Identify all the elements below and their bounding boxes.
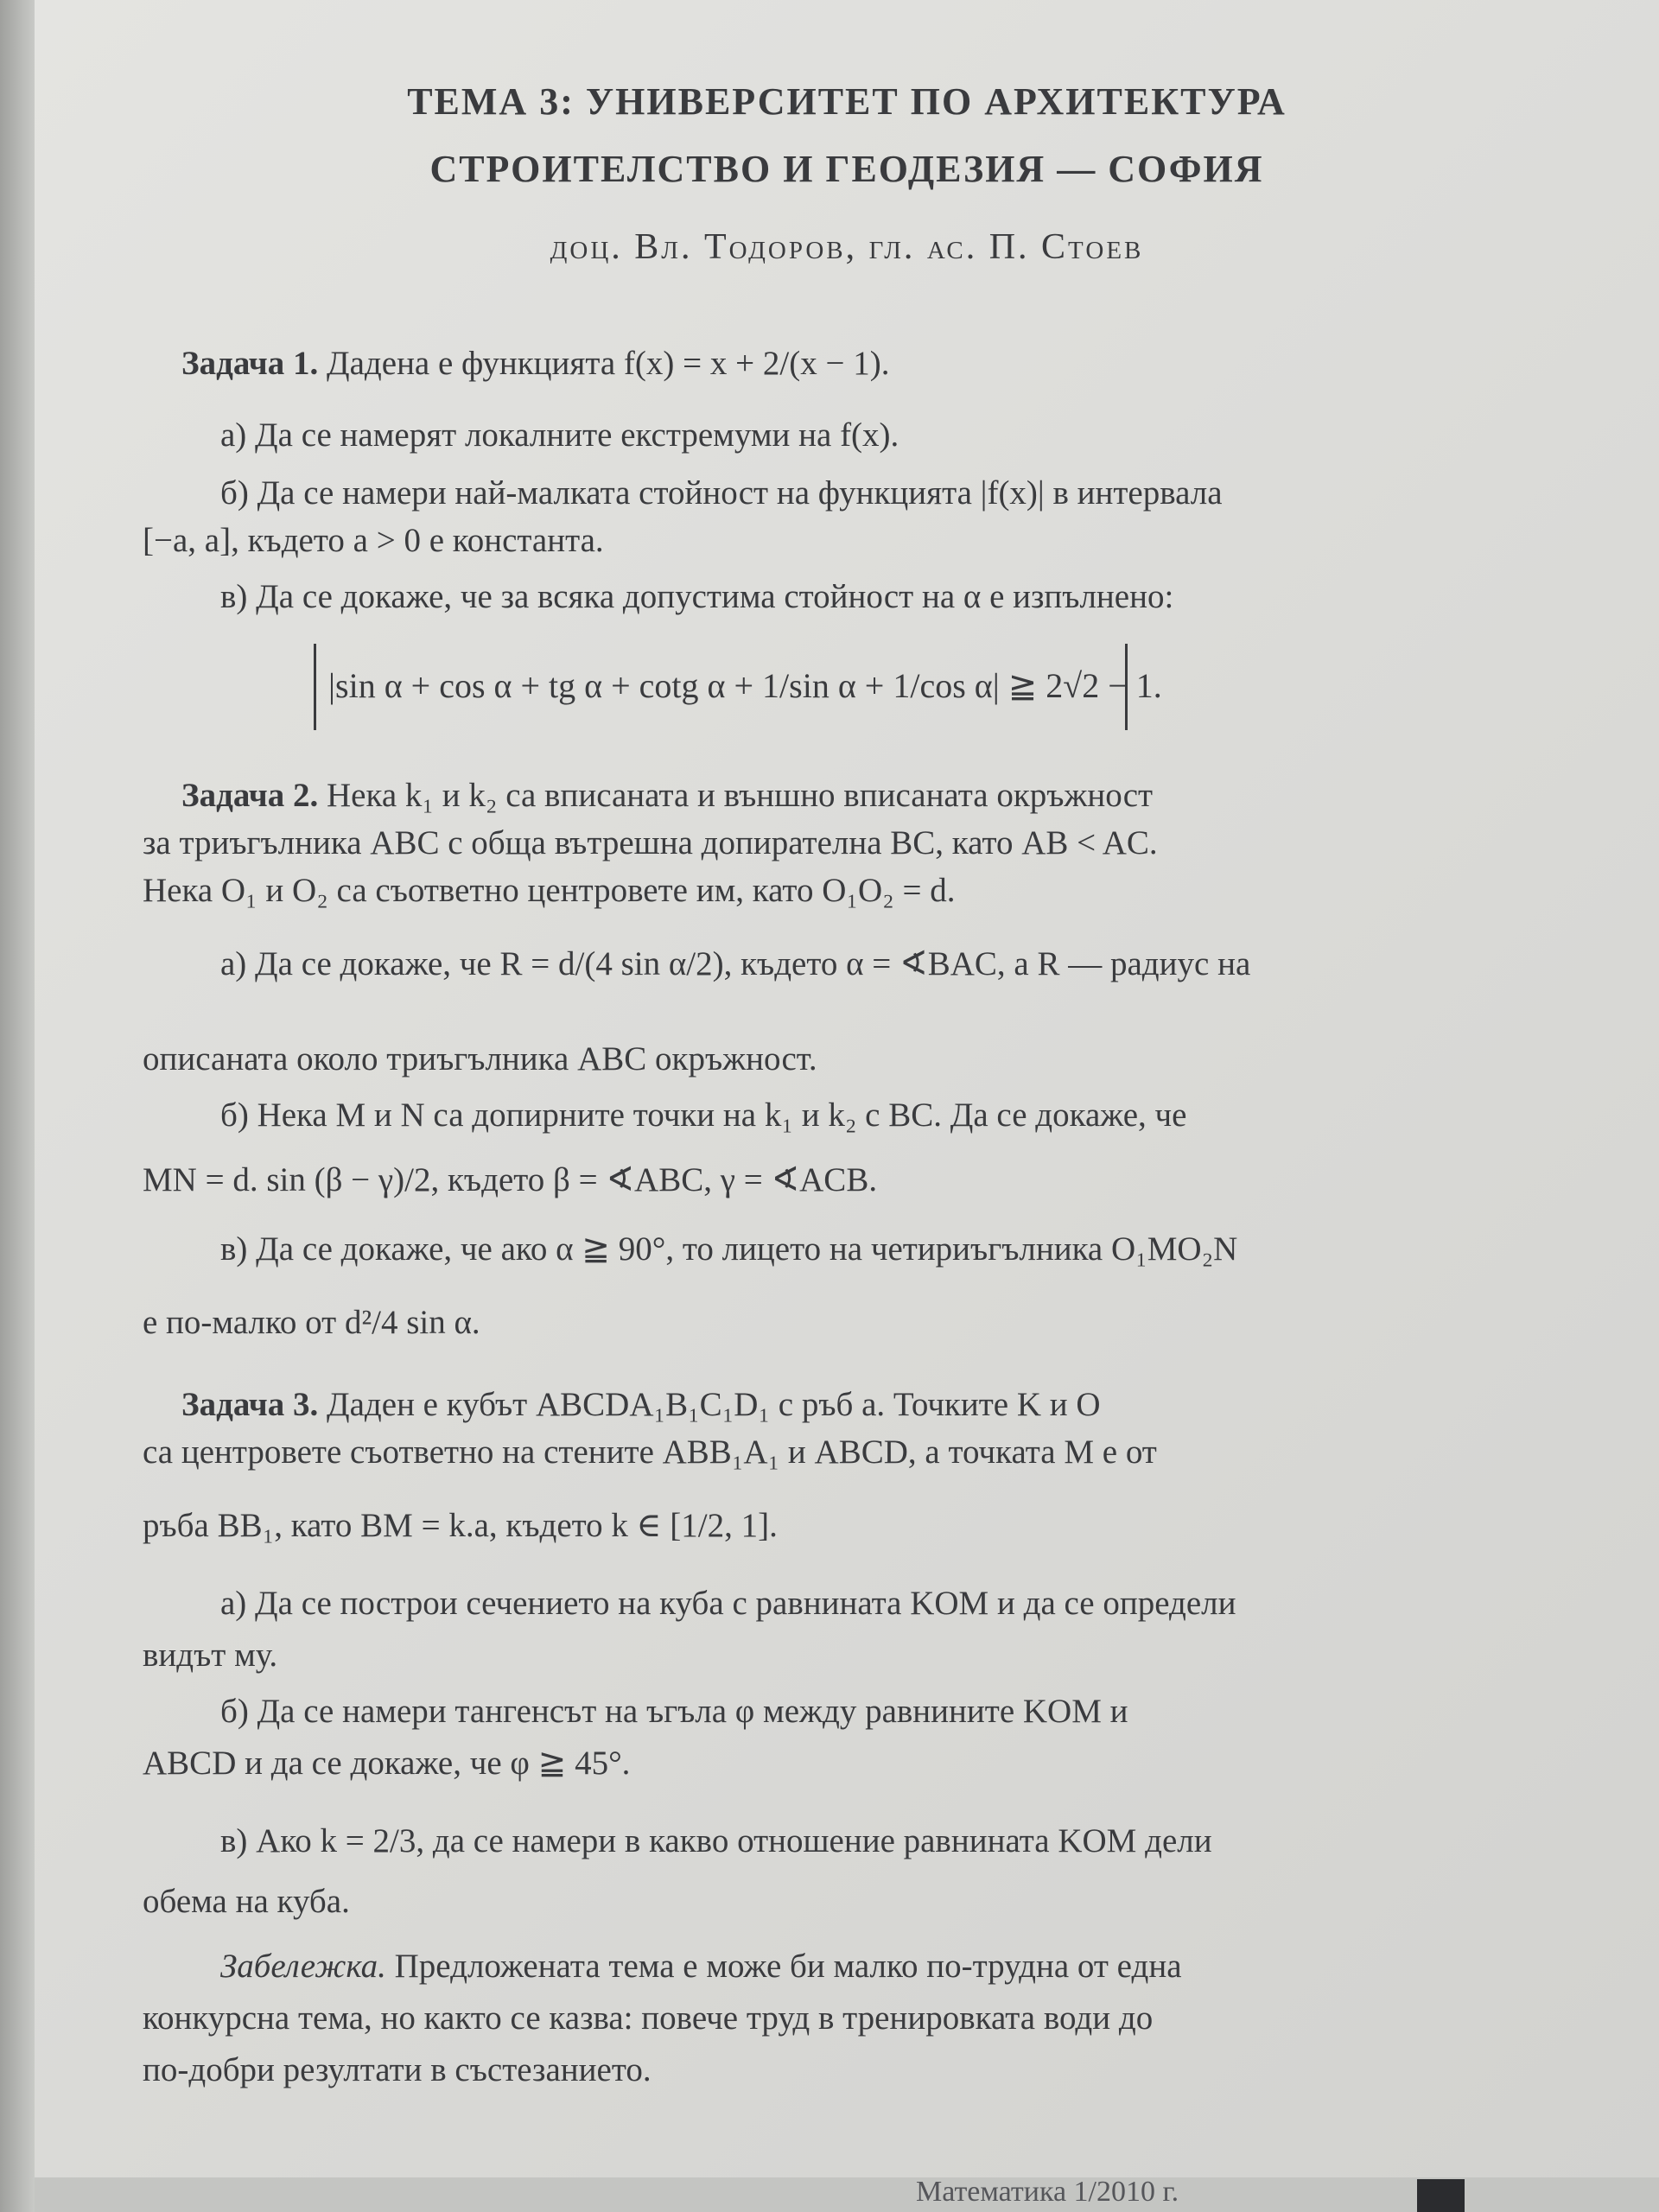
problem2-c-line2: е по-малко от d²/4 sin α. — [143, 1304, 480, 1341]
problem3-a-line2: видът му. — [143, 1637, 278, 1674]
problem3-c-line1: в) Ако k = 2/3, да се намери в какво отношение равнината KOM дели — [220, 1822, 1212, 1859]
problem3-a-line1: а) Да се построи сечението на куба с равнината KOM и да се определи — [220, 1585, 1236, 1622]
problem2-a-line1: а) Да се докаже, че R = d/(4 sin α/2), където α = ∢BAC, а R — радиус на — [220, 945, 1251, 982]
note-text1: Предложената тема е може би малко по-трудна от една — [394, 1948, 1182, 1985]
problem2-b-line2: MN = d. sin (β − γ)/2, където β = ∢ABC, γ = ∢ACB. — [143, 1161, 878, 1198]
problem1-b-line1: б) Да се намери най-малката стойност на функцията |f(x)| в интервала — [220, 474, 1223, 512]
title-line-1: ТЕМА 3: УНИВЕРСИТЕТ ПО АРХИТЕКТУРА — [407, 80, 1287, 123]
problem2-b-line1: б) Нека M и N са допирните точки на k₁ и k₂ с BC. Да се докаже, че — [220, 1096, 1187, 1134]
note-label: Забележка. — [220, 1948, 386, 1985]
problem1-a: а) Да се намерят локалните екстремуми на f(x). — [220, 416, 899, 454]
note-line3: по-добри резултати в състезанието. — [143, 2051, 652, 2088]
problem3-title: Задача 3. — [181, 1386, 319, 1423]
problem3-c-line2: обема на куба. — [143, 1883, 350, 1920]
problem1-c: в) Да се докаже, че за всяка допустима стойност на α е изпълнено: — [220, 578, 1174, 615]
problem3-b-line2: ABCD и да се докаже, че φ ≧ 45°. — [143, 1745, 631, 1782]
problem2-intro-line3: Нека O₁ и O₂ са съответно центровете им, като O₁O₂ = d. — [143, 872, 956, 909]
problem3-intro-line1 — [181, 1382, 1101, 1427]
authors: доц. Вл. Тодоров, гл. ас. П. Стоев — [550, 227, 1144, 267]
problem3-intro-line2: са центровете съответно на стените ABB₁A₁ и ABCD, а точката M е от — [143, 1433, 1157, 1471]
problem2-c-line1: в) Да се докаже, че ако α ≧ 90°, то лицето на четириъгълника O₁MO₂N — [220, 1230, 1238, 1268]
page-edge-shadow — [0, 0, 35, 2212]
abs-bar-left — [314, 644, 316, 730]
problem3-intro-line3: ръба BB₁, като BM = k.a, където k ∈ [1/2, 1]. — [143, 1507, 778, 1544]
problem3-b-line1: б) Да се намери тангенсът на ъгъла φ между равнините KOM и — [220, 1693, 1128, 1730]
problem2-intro-line2: за триъгълника ABC с обща вътрешна допирателна BC, като AB < AC. — [143, 824, 1158, 861]
footer-partial-text: Математика 1/2010 г. — [916, 2176, 1179, 2208]
problem1-title: Задача 1. — [181, 345, 319, 382]
note-line2: конкурсна тема, но както се казва: повече труд в тренировката води до — [143, 1999, 1154, 2037]
page-number-badge — [1417, 2179, 1465, 2212]
problem2-intro-line1 — [181, 773, 1153, 818]
note-line1 — [220, 1944, 1182, 1989]
problem1-formula: |sin α + cos α + tg α + cotg α + 1/sin α + 1/cos α| ≧ 2√2 − 1. — [328, 666, 1162, 705]
title-line-2: СТРОИТЕЛСТВО И ГЕОДЕЗИЯ — СОФИЯ — [429, 148, 1264, 190]
problem3-intro1: Даден е кубът ABCDA₁B₁C₁D₁ с ръб a. Точките K и O — [327, 1386, 1101, 1423]
document-page — [35, 0, 1659, 2212]
problem1-b-line2: [−a, a], където a > 0 е константа. — [143, 522, 604, 559]
problem1-intro-line — [181, 341, 889, 386]
bottom-strip — [35, 2177, 1659, 2212]
problem2-a-line2: описаната около триъгълника ABC окръжност. — [143, 1040, 817, 1077]
problem2-title: Задача 2. — [181, 777, 319, 814]
problem2-intro1: Нека k₁ и k₂ са вписаната и външно вписаната окръжност — [327, 777, 1154, 814]
problem1-intro: Дадена е функцията f(x) = x + 2/(x − 1). — [327, 345, 890, 382]
